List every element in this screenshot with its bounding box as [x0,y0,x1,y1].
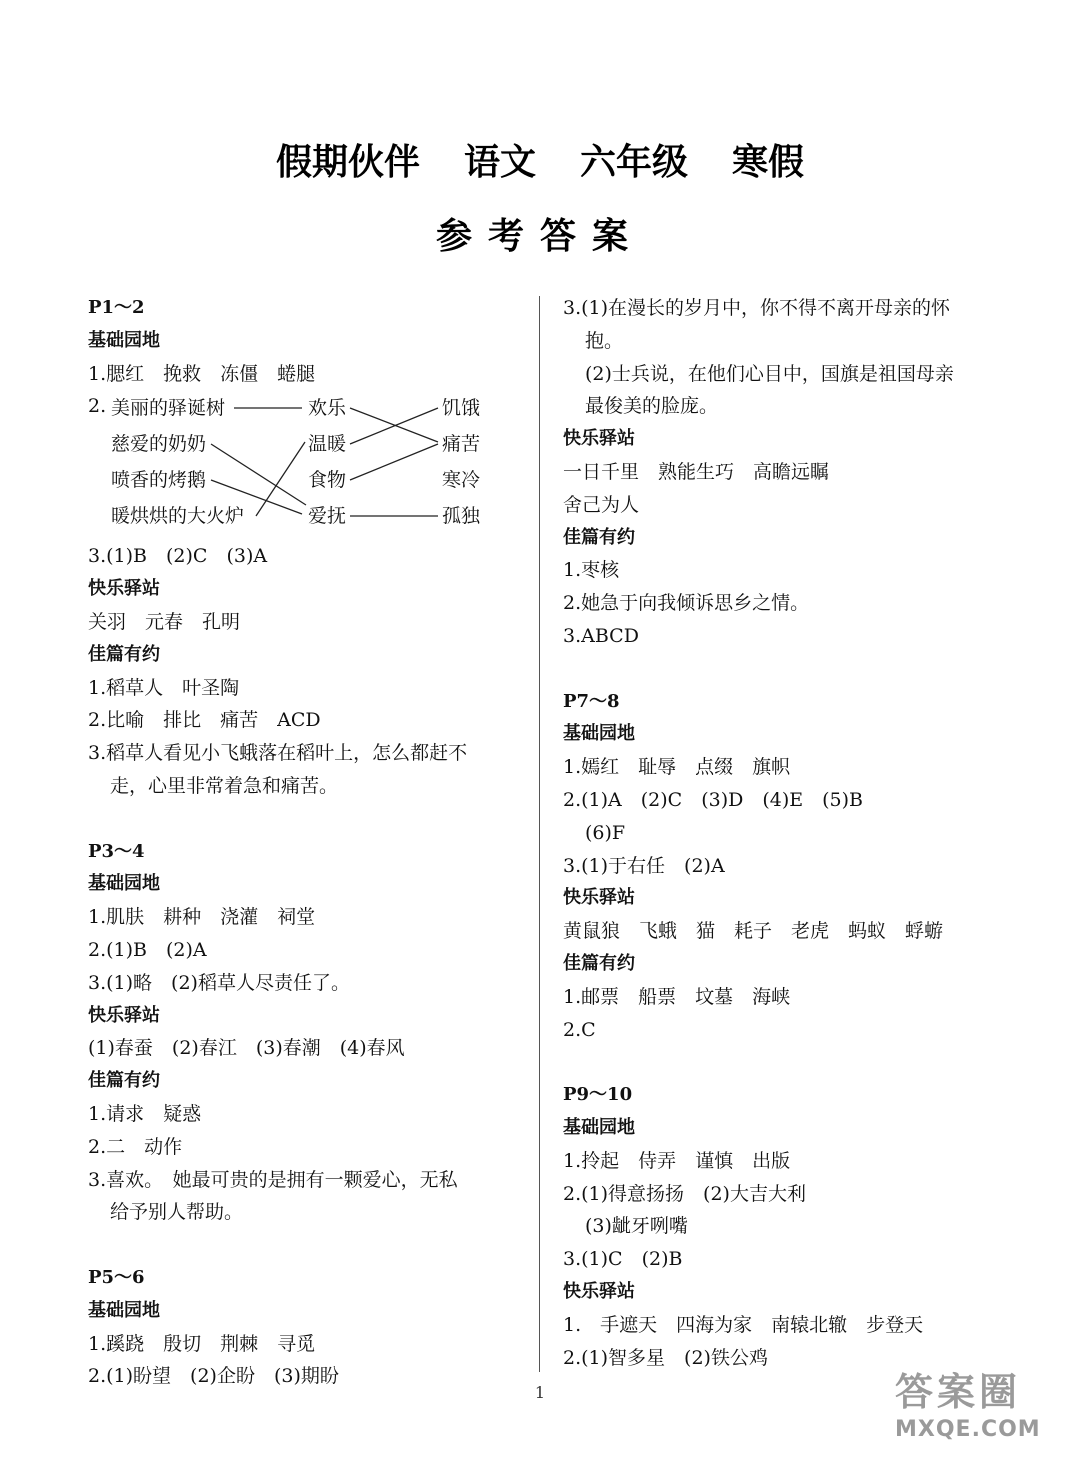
answer-line: 3.(1)于右任 (2)A [563,854,725,877]
answer-line: 1.嫣红 耻辱 点缀 旗帜 [563,756,791,779]
left-column [88,292,538,1393]
answer-line: 3.稻草人看见小飞蛾落在稻叶上，怎么都赶不 [88,742,468,765]
section-heading: 佳篇有约 [88,1070,160,1092]
answer-line: 2.C [563,1018,596,1041]
section-heading: 快乐驿站 [88,1004,160,1026]
answer-line: 抱。 [585,329,624,352]
section-heading: 基础园地 [88,1299,160,1321]
section-heading: 快乐驿站 [88,578,160,600]
answer-line: (3)龇牙咧嘴 [585,1215,688,1238]
answer-line: 1.枣核 [563,559,620,582]
answer-line: 2.(1)盼望 (2)企盼 (3)期盼 [88,1365,339,1388]
title-part-1: 假期伙伴 [275,142,420,183]
answer-line: 3.(1)略 (2)稻草人尽责任了。 [88,971,350,994]
section-page-label: P5～6 [88,1266,145,1288]
answer-line: 最俊美的脸庞。 [585,395,719,418]
answer-line: 1.邮票 船票 坟墓 海峡 [563,985,791,1008]
section-page-label: P9～10 [563,1084,633,1106]
answer-line: 黄鼠狼 飞蛾 猫 耗子 老虎 蚂蚁 蜉蝣 [563,920,944,943]
section-heading: 基础园地 [88,329,160,351]
match-feeling: 温暖 [308,433,347,456]
answer-line: (2)士兵说，在他们心目中，国旗是祖国母亲 [585,362,954,385]
section-heading: 佳篇有约 [563,526,635,548]
title-part-3: 六年级 [580,142,689,183]
answer-line: 2.比喻 排比 痛苦 ACD [88,709,321,732]
answer-line: 走，心里非常着急和痛苦。 [110,774,339,797]
matching-exercise [88,390,538,540]
watermark-text: 答案圈 [895,1370,1022,1414]
match-state: 孤独 [442,505,481,528]
section-heading: 基础园地 [563,1116,635,1138]
answer-line: 1.请求 疑惑 [88,1102,202,1125]
right-column [563,292,1003,1374]
answer-line: 2.(1)A (2)C (3)D (4)E (5)B [563,788,864,811]
answer-line: 一日千里 熟能生巧 高瞻远瞩 [563,460,830,483]
section-heading: 基础园地 [563,723,635,745]
answer-line: 1.稻草人 叶圣陶 [88,676,240,699]
match-state: 寒冷 [442,469,481,492]
section-page-label: P7～8 [563,690,620,712]
answer-line: 3.(1)C (2)B [563,1248,683,1271]
match-state: 痛苦 [442,433,481,456]
title-part-4: 寒假 [732,142,805,183]
match-phrase: 喷香的烤鹅 [111,469,207,492]
document-subtitle: 参考答案 [435,216,644,257]
column-divider [539,296,540,1372]
answer-line: 2.二 动作 [88,1135,183,1158]
section-heading: 基础园地 [88,873,160,895]
section-heading: 快乐驿站 [563,1280,635,1302]
answer-line: 1. 手遮天 四海为家 南辕北辙 步登天 [563,1313,924,1336]
answer-line: 1.肌肤 耕种 浇灌 祠堂 [88,906,316,929]
watermark-url: MXQE.COM [895,1417,1041,1442]
answer-line: 2.(1)智多星 (2)铁公鸡 [563,1346,768,1369]
section-heading: 快乐驿站 [563,887,635,909]
page-number: 1 [534,1383,546,1402]
match-phrase: 慈爱的奶奶 [111,433,207,456]
section-page-label: P3～4 [88,840,145,862]
answer-line: 3.喜欢。 她最可贵的是拥有一颗爱心，无私 [88,1168,458,1191]
match-feeling: 爱抚 [308,505,347,528]
answer-line: 1.拎起 侍弄 谨慎 出版 [563,1149,791,1172]
match-feeling: 欢乐 [308,397,347,420]
answer-line: (6)F [585,821,626,844]
answer-line: 2.她急于向我倾诉思乡之情。 [563,592,810,615]
answer-line: 3.(1)B (2)C (3)A [88,545,268,568]
answer-line: 关羽 元春 孔明 [88,610,241,633]
match-phrase: 美丽的驿诞树 [111,397,226,420]
title-part-2: 语文 [463,142,536,183]
section-heading: 佳篇有约 [563,952,635,974]
watermark-logo [895,1368,1070,1453]
section-page-label: P1～2 [88,297,145,318]
match-number: 2. [88,395,107,418]
document-title [0,138,1080,188]
match-state: 饥饿 [442,397,481,420]
answer-line: 2.(1)B (2)A [88,938,207,961]
answer-line: 2.(1)得意扬扬 (2)大吉大利 [563,1182,806,1205]
answer-line: (1)春蚕 (2)春江 (3)春潮 (4)春风 [88,1037,405,1060]
section-heading: 快乐驿站 [563,428,635,450]
answer-line: 1.腮红 挽救 冻僵 蜷腿 [88,362,316,385]
answer-line: 3.(1)在漫长的岁月中，你不得不离开母亲的怀 [563,297,951,319]
match-feeling: 食物 [308,469,347,492]
answer-line: 舍己为人 [563,493,640,516]
answer-line: 3.ABCD [563,624,639,647]
match-phrase: 暖烘烘的大火炉 [111,505,245,528]
answer-line: 1.蹊跷 殷切 荆棘 寻觅 [88,1332,316,1355]
section-heading: 佳篇有约 [88,643,160,665]
answer-line: 给予别人帮助。 [110,1201,244,1224]
